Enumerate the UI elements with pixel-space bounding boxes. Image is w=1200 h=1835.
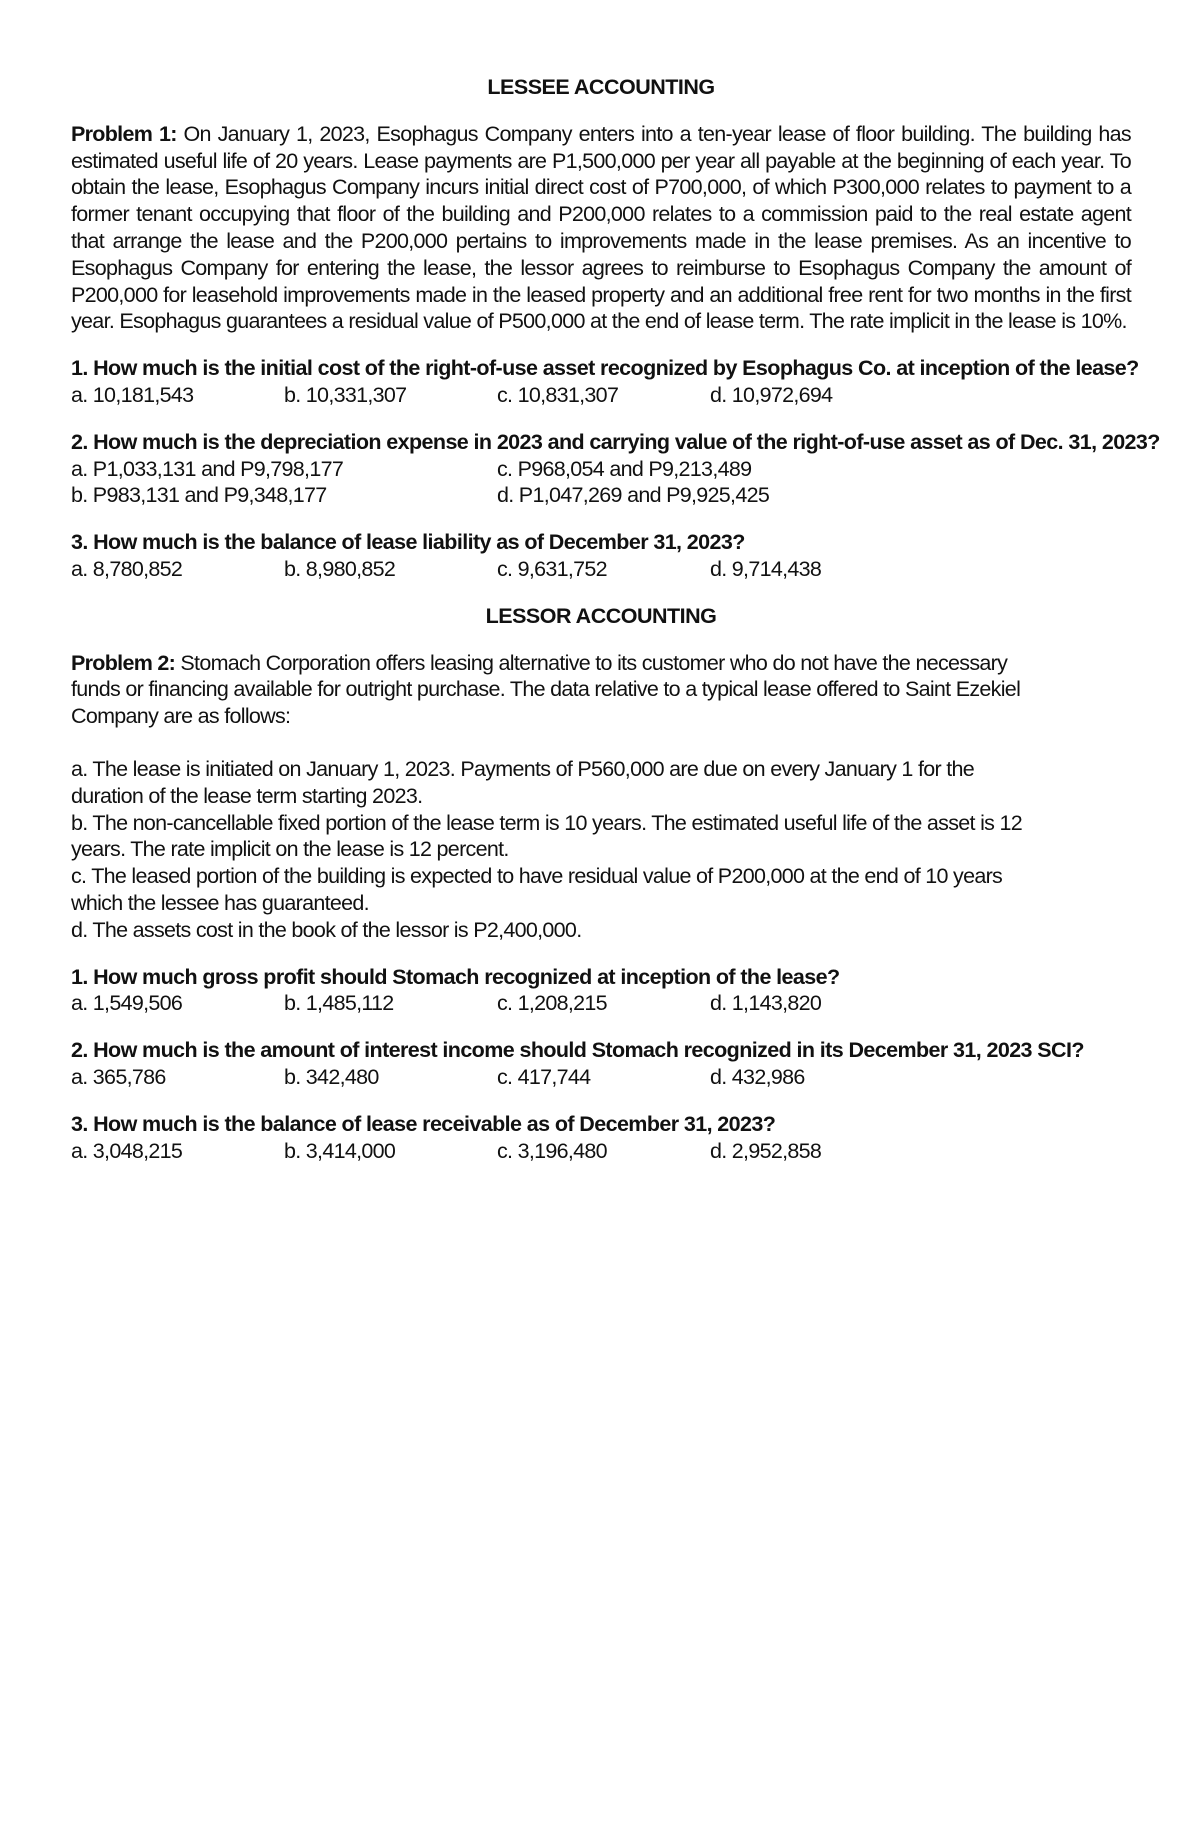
choice-c: c. 10,831,307 bbox=[497, 382, 619, 407]
lessor-question-1: 1. How much gross profit should Stomach recognized at inception of the lease? bbox=[71, 964, 840, 989]
choice-b: b. 342,480 bbox=[284, 1064, 379, 1089]
lessor-question-3-choices bbox=[71, 1138, 1131, 1165]
lessor-heading: LESSOR ACCOUNTING bbox=[485, 603, 717, 628]
choice-a: a. 8,780,852 bbox=[71, 556, 183, 581]
lessee-question-3: 3. How much is the balance of lease liability as of December 31, 2023? bbox=[71, 530, 745, 555]
choice-c: c. 3,196,480 bbox=[497, 1138, 607, 1163]
problem-2-label: Problem 2: bbox=[71, 650, 176, 675]
problem-1-label: Problem 1: bbox=[71, 121, 177, 146]
lessor-question-1-choices bbox=[71, 990, 1131, 1017]
choice-d: d. 432,986 bbox=[710, 1064, 805, 1089]
lessee-question-1: 1. How much is the initial cost of the right-of-use asset recognized by Esophagus Co. at inception of the lease? bbox=[71, 356, 1139, 381]
lessee-question-1-choices bbox=[71, 382, 1131, 409]
lease-data-list bbox=[71, 756, 1131, 944]
lessor-question-3: 3. How much is the balance of lease receivable as of December 31, 2023? bbox=[71, 1111, 776, 1136]
lease-data-item: a. The lease is initiated on January 1, 2023. Payments of P560,000 are due on every January 1 for the duration of the lease term starting 2023. bbox=[71, 756, 974, 808]
document-page bbox=[71, 74, 1160, 1164]
choice-d: d. 1,143,820 bbox=[710, 991, 822, 1016]
choice-b: b. P983,131 and P9,348,177 bbox=[71, 483, 327, 508]
choice-d: d. P1,047,269 and P9,925,425 bbox=[497, 483, 770, 508]
choice-a: a. 1,549,506 bbox=[71, 991, 183, 1016]
lessee-question-2: 2. How much is the depreciation expense in 2023 and carrying value of the right-of-use asset as of Dec. 31, 2023? bbox=[71, 429, 1160, 454]
choice-b: b. 8,980,852 bbox=[284, 556, 396, 581]
lessee-heading: LESSEE ACCOUNTING bbox=[487, 75, 715, 99]
choice-b: b. 3,414,000 bbox=[284, 1138, 396, 1163]
lessee-question-3-choices bbox=[71, 556, 1131, 583]
problem-1-text: On January 1, 2023, Esophagus Company enters into a ten-year lease of floor building. The building has estimated useful life of 20 years. Lease payments are P1,500,000 per year all payable at the beginning of each year. To obtain the lease, Esophagus Company incurs initial direct cost of P700,000, of which P300,000 relates to payment to a former tenant occupying that floor of the building and P200,000 relates to a commission paid to the real estate agent that arrange the lease and the P200,000 pertains to improvements made in the lease premises. As an incentive to Esophagus Company for entering the lease, the lessor agrees to reimburse to Esophagus Company the amount of P200,000 for leasehold improvements made in the leased property and an additional free rent for two months in the first year. Esophagus guarantees a residual value of P500,000 at the end of lease term. The rate implicit in the lease is 10%. bbox=[71, 121, 1131, 334]
lease-data-item: c. The leased portion of the building is expected to have residual value of P200,000 at the end of 10 years which the lessee has guaranteed. bbox=[71, 864, 1003, 915]
choice-a: a. 365,786 bbox=[71, 1064, 166, 1089]
lessee-question-2-choices bbox=[71, 456, 1131, 510]
choice-b: b. 1,485,112 bbox=[284, 991, 394, 1016]
choice-c: c. 9,631,752 bbox=[497, 556, 607, 581]
choice-c: c. 1,208,215 bbox=[497, 991, 607, 1016]
problem-1-paragraph bbox=[71, 121, 1131, 335]
choice-a: a. 3,048,215 bbox=[71, 1138, 183, 1163]
choice-a: a. 10,181,543 bbox=[71, 382, 194, 407]
choice-d: d. 2,952,858 bbox=[710, 1138, 822, 1163]
choice-d: d. 10,972,694 bbox=[710, 382, 833, 407]
problem-2-paragraph bbox=[71, 650, 1031, 730]
lessor-question-2: 2. How much is the amount of interest income should Stomach recognized in its December 31, 2023 SCI? bbox=[71, 1038, 1084, 1063]
problem-2-text: Stomach Corporation offers leasing alternative to its customer who do not have the necessary funds or financing available for outright purchase. The data relative to a typical lease offered to Saint Ezekiel Company are as follows: bbox=[71, 650, 1021, 729]
choice-c: c. 417,744 bbox=[497, 1064, 591, 1089]
choice-b: b. 10,331,307 bbox=[284, 382, 407, 407]
choice-c: c. P968,054 and P9,213,489 bbox=[497, 456, 752, 481]
choice-a: a. P1,033,131 and P9,798,177 bbox=[71, 456, 344, 481]
choice-d: d. 9,714,438 bbox=[710, 556, 822, 581]
lessor-question-2-choices bbox=[71, 1064, 1131, 1091]
lease-data-item: d. The assets cost in the book of the lessor is P2,400,000. bbox=[71, 917, 582, 942]
lease-data-item: b. The non-cancellable fixed portion of the lease term is 10 years. The estimated useful life of the asset is 12 years. The rate implicit on the lease is 12 percent. bbox=[71, 810, 1022, 862]
